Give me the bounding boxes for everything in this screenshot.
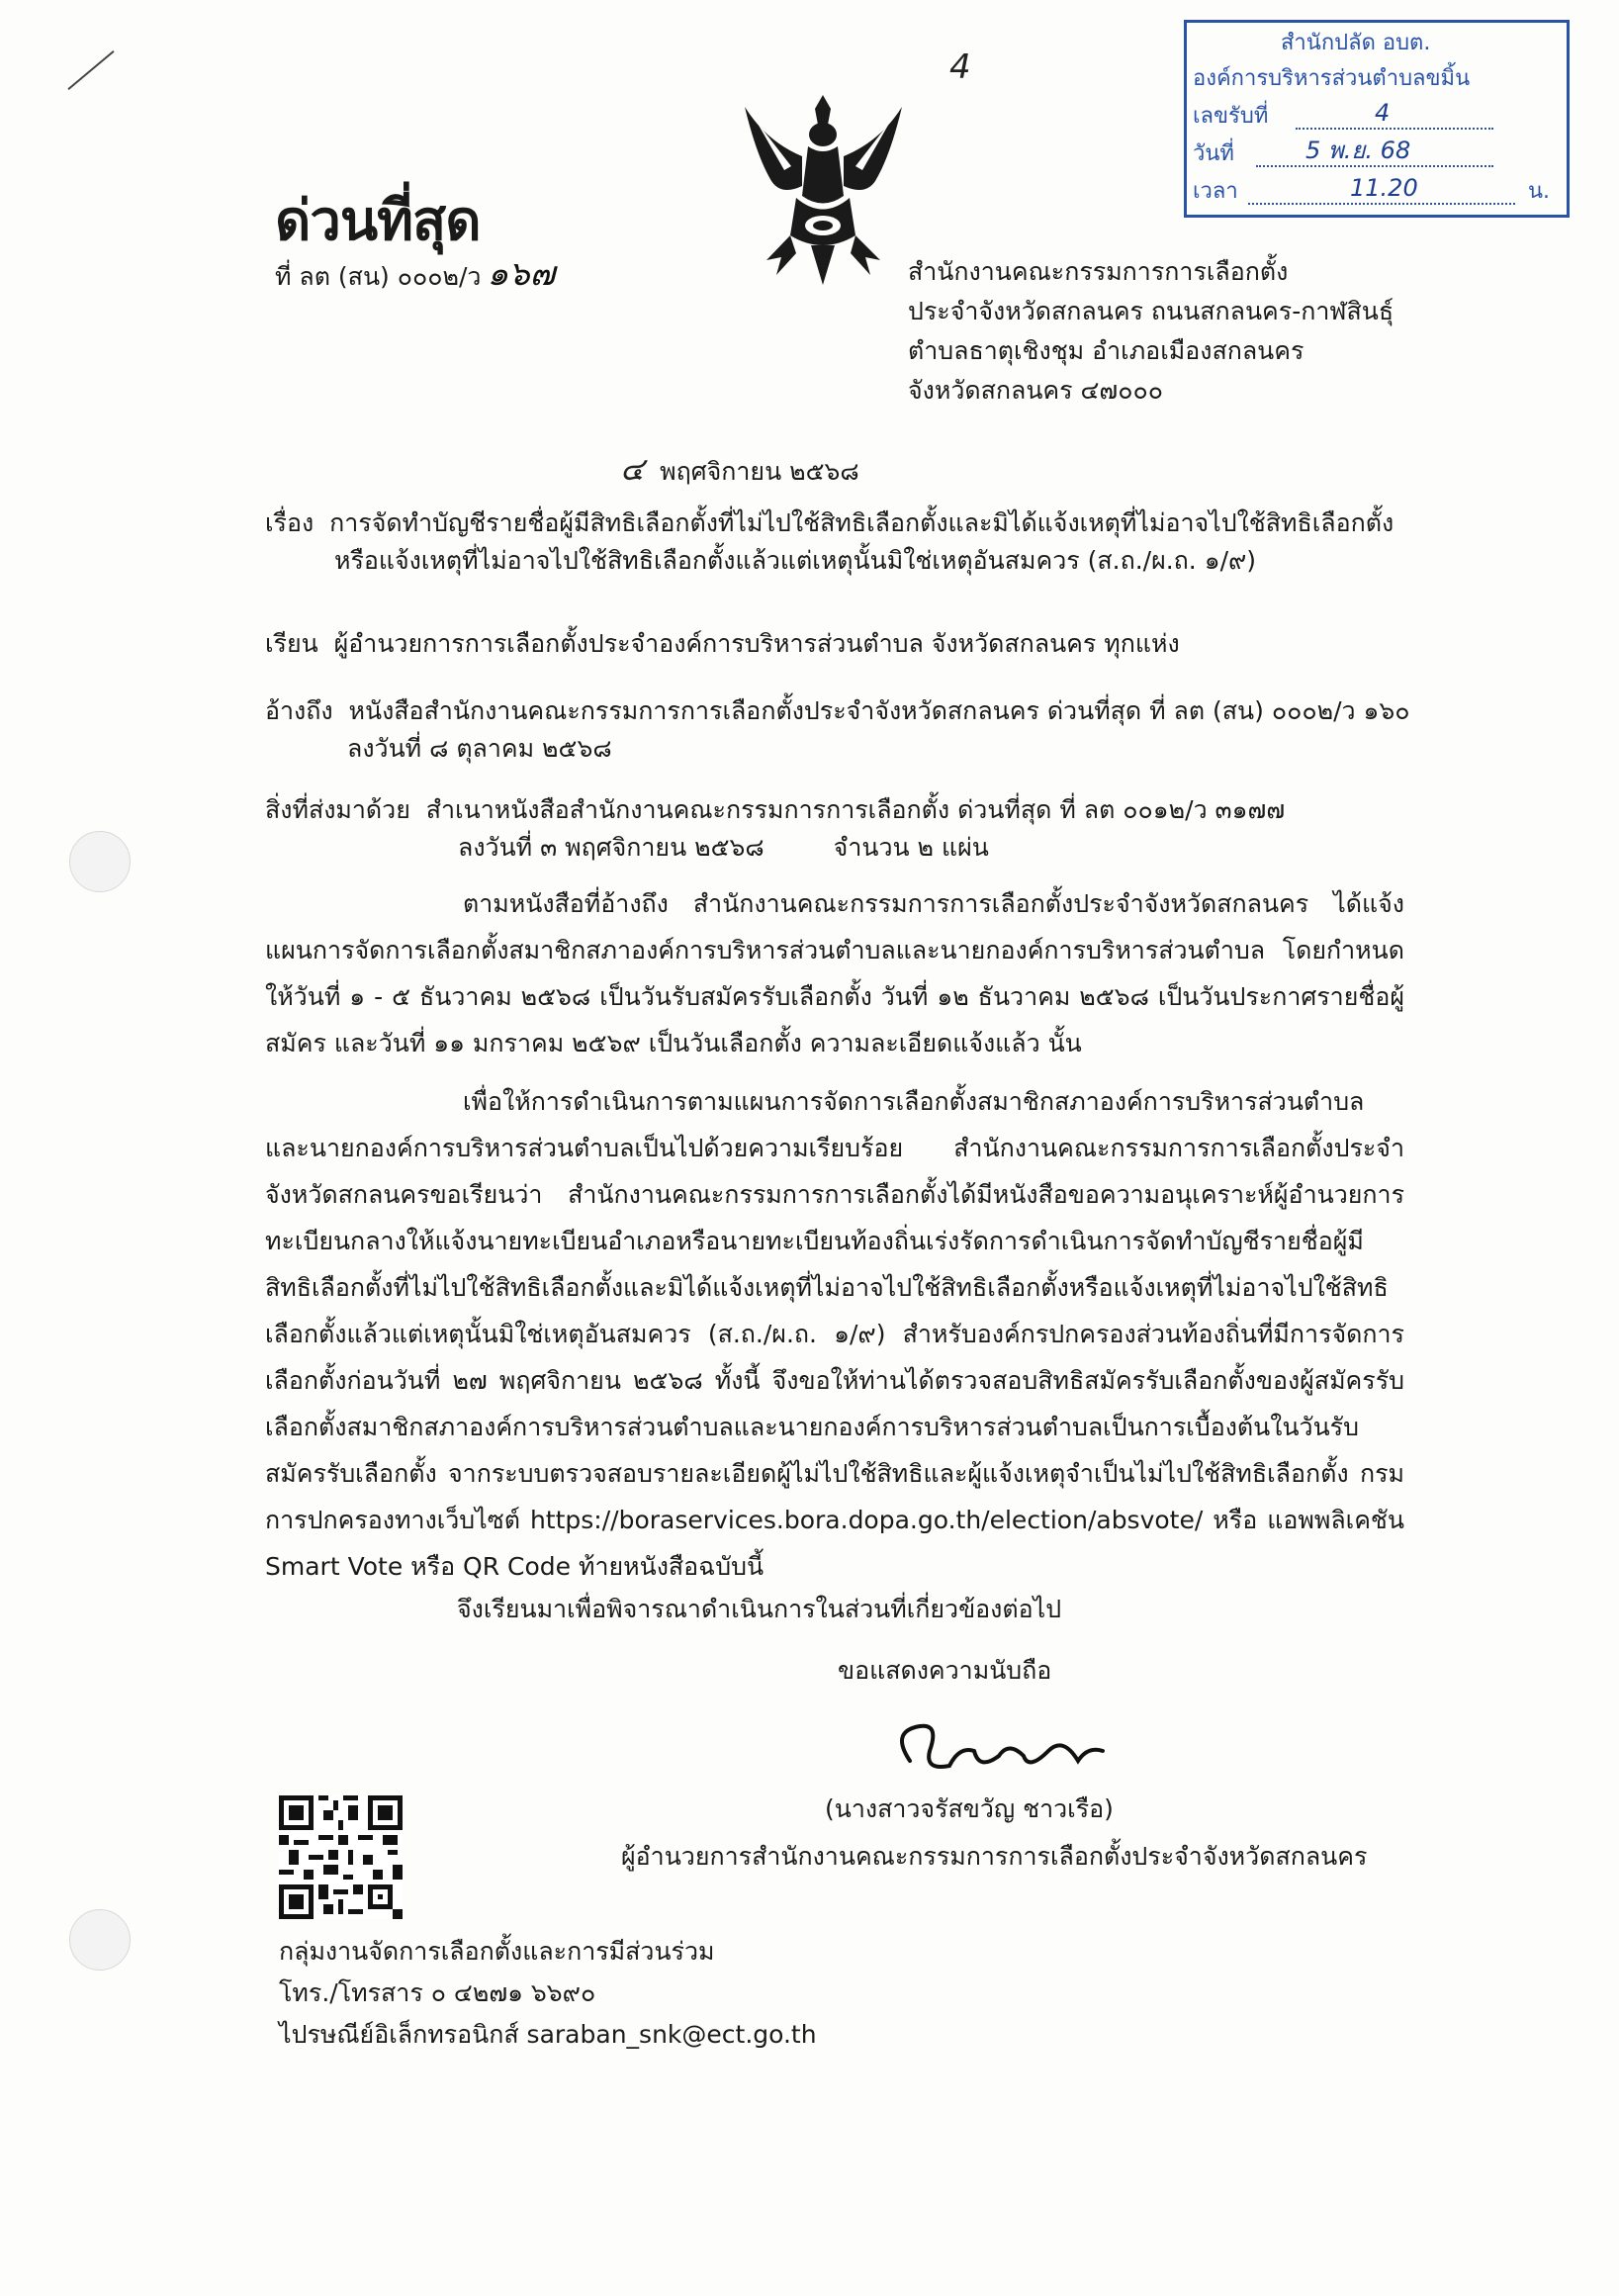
- contact-block: [279, 1931, 817, 2056]
- stamp-time-value: 11.20: [1350, 174, 1418, 202]
- reference-line: หนังสือสำนักงานคณะกรรมการการเลือกตั้งประจำจังหวัดสกลนคร ด่วนที่สุด ที่ ลต (สน) ๐๐๐๒/ว ๑๖๐: [348, 696, 1410, 725]
- stamp-date-value: 5 พ.ย. 68: [1305, 137, 1411, 164]
- pen-mark: [67, 50, 114, 90]
- stamp-no-value: 4: [1375, 99, 1391, 127]
- subject-block: [265, 505, 1393, 580]
- stamp-office: สำนักปลัด อบต.: [1281, 31, 1431, 55]
- enclosure-count: จำนวน ๒ แผ่น: [833, 833, 989, 862]
- recipient-label: เรียน: [265, 629, 318, 658]
- handwritten-signature: [880, 1711, 1127, 1791]
- document-number-value: ๑๖๗: [487, 254, 556, 294]
- document-number: [275, 255, 555, 296]
- recipient-block: [265, 625, 1180, 663]
- reference-label: อ้างถึง: [265, 696, 333, 725]
- document-number-prefix: ที่ ลต (สน) ๐๐๐๒/ว: [275, 262, 482, 291]
- date-month-year: พฤศจิกายน ๒๕๖๘: [660, 457, 859, 486]
- enclosure-block: [265, 791, 1393, 867]
- document-date: [620, 450, 859, 491]
- body-paragraph-1: ตามหนังสือที่อ้างถึง สำนักงานคณะกรรมการการเลือกตั้งประจำจังหวัดสกลนคร ได้แจ้งแผนการจัดการเลือกตั้งสมาชิกสภาองค์การบริหารส่วนตำบลและนายกองค์การบริหารส่วนตำบล โดยกำหนดให้วันที่ ๑ - ๕ ธันวาคม ๒๕๖๘ เป็นวันรับสมัครรับเลือกตั้ง วันที่ ๑๒ ธันวาคม ๒๕๖๘ เป็นวันประกาศรายชื่อผู้สมัคร และวันที่ ๑๑ มกราคม ๒๕๖๙ เป็นวันเลือกตั้ง ความละเอียดแจ้งแล้ว นั้น: [265, 889, 1404, 1057]
- subject-label: เรื่อง: [265, 508, 315, 537]
- stamp-date-label: วันที่: [1193, 141, 1234, 166]
- punch-hole: [69, 831, 131, 892]
- address-line: ประจำจังหวัดสกลนคร ถนนสกลนคร-กาฬสินธุ์: [908, 297, 1394, 325]
- address-line: จังหวัดสกลนคร ๔๗๐๐๐: [908, 376, 1164, 405]
- address-line: สำนักงานคณะกรรมการการเลือกตั้ง: [908, 257, 1289, 286]
- reference-block: [265, 692, 1410, 768]
- enclosure-date: ลงวันที่ ๓ พฤศจิกายน ๒๕๖๘: [458, 833, 765, 862]
- stamp-no-label: เลขรับที่: [1193, 104, 1269, 129]
- contact-phone: โทร./โทรสาร ๐ ๔๒๗๑ ๖๖๙๐: [279, 1978, 596, 2007]
- date-day: ๔: [620, 450, 645, 488]
- garuda-emblem: [737, 87, 910, 290]
- subject-line: การจัดทำบัญชีรายชื่อผู้มีสิทธิเลือกตั้งที่ไม่ไปใช้สิทธิเลือกตั้งและมิได้แจ้งเหตุที่ไม่อาจไปใช้สิทธิเลือกตั้ง: [329, 508, 1394, 537]
- enclosure-line: สำเนาหนังสือสำนักงานคณะกรรมการการเลือกตั้ง ด่วนที่สุด ที่ ลต ๐๐๑๒/ว ๓๑๗๗: [425, 795, 1286, 824]
- contact-department: กลุ่มงานจัดการเลือกตั้งและการมีส่วนร่วม: [279, 1937, 715, 1966]
- contact-email: ไปรษณีย์อิเล็กทรอนิกส์ saraban_snk@ect.go.th: [279, 2020, 817, 2049]
- urgent-label: ด่วนที่สุด: [275, 189, 481, 253]
- regards-text: ขอแสดงความนับถือ: [838, 1656, 1052, 1685]
- reference-line: ลงวันที่ ๘ ตุลาคม ๒๕๖๘: [347, 734, 612, 763]
- punch-hole: [69, 1909, 131, 1971]
- body-paragraph-2: เพื่อให้การดำเนินการตามแผนการจัดการเลือกตั้งสมาชิกสภาองค์การบริหารส่วนตำบลและนายกองค์การบริหารส่วนตำบลเป็นไปด้วยความเรียบร้อย สำนักงานคณะกรรมการการเลือกตั้งประจำจังหวัดสกลนครขอเรียนว่า สำนักงานคณะกรรมการการเลือกตั้งได้มีหนังสือขอความอนุเคราะห์ผู้อำนวยการทะเบียนกลางให้แจ้งนายทะเบียนอำเภอหรือนายทะเบียนท้องถิ่นเร่งรัดการดำเนินการจัดทำบัญชีรายชื่อผู้มีสิทธิเลือกตั้งที่ไม่ไปใช้สิทธิเลือกตั้งและมิได้แจ้งเหตุที่ไม่อาจไปใช้สิทธิเลือกตั้งหรือแจ้งเหตุที่ไม่อาจไปใช้สิทธิเลือกตั้งแล้วแต่เหตุนั้นมิใช่เหตุอันสมควร (ส.ถ./ผ.ถ. ๑/๙) สำหรับองค์กรปกครองส่วนท้องถิ่นที่มีการจัดการเลือกตั้งก่อนวันที่ ๒๗ พฤศจิกายน ๒๕๖๘ ทั้งนี้ จึงขอให้ท่านได้ตรวจสอบสิทธิสมัครรับเลือกตั้งของผู้สมัครรับเลือกตั้งสมาชิกสภาองค์การบริหารส่วนตำบลและนายกองค์การบริหารส่วนตำบลเป็นการเบื้องต้นในวันรับสมัครรับเลือกตั้ง จากระบบตรวจสอบรายละเอียดผู้ไม่ไปใช้สิทธิและผู้แจ้งเหตุจำเป็นไม่ไปใช้สิทธิเลือกตั้ง กรมการปกครองทางเว็บไซต์ https://boraservices.bora.dopa.go.th/election/absvote/ หรือ แอพพลิเคชัน Smart Vote หรือ QR Code ท้ายหนังสือฉบับนี้: [265, 1087, 1404, 1581]
- recipient-text: ผู้อำนวยการการเลือกตั้งประจำองค์การบริหารส่วนตำบล จังหวัดสกลนคร ทุกแห่ง: [333, 629, 1180, 658]
- signatory-name: (นางสาวจรัสขวัญ ชาวเรือ): [825, 1794, 1114, 1823]
- sender-address: [908, 252, 1394, 411]
- closing-text: จึงเรียนมาเพื่อพิจารณาดำเนินการในส่วนที่เกี่ยวข้องต่อไป: [457, 1595, 1062, 1623]
- stamp-time-unit: น.: [1528, 179, 1551, 204]
- receipt-stamp: [1184, 20, 1570, 218]
- page-number-mark: 4: [949, 47, 971, 87]
- subject-line: หรือแจ้งเหตุที่ไม่อาจไปใช้สิทธิเลือกตั้งแล้วแต่เหตุนั้นมิใช่เหตุอันสมควร (ส.ถ./ผ.ถ. ๑/๙): [334, 546, 1257, 575]
- address-line: ตำบลธาตุเชิงชุม อำเภอเมืองสกลนคร: [908, 336, 1304, 365]
- signatory-position: ผู้อำนวยการสำนักงานคณะกรรมการการเลือกตั้งประจำจังหวัดสกลนคร: [621, 1842, 1368, 1871]
- stamp-organization: องค์การบริหารส่วนตำบลขมิ้น: [1193, 66, 1471, 91]
- enclosure-label: สิ่งที่ส่งมาด้วย: [265, 795, 410, 824]
- qr-code: [279, 1795, 403, 1919]
- stamp-time-label: เวลา: [1193, 179, 1238, 204]
